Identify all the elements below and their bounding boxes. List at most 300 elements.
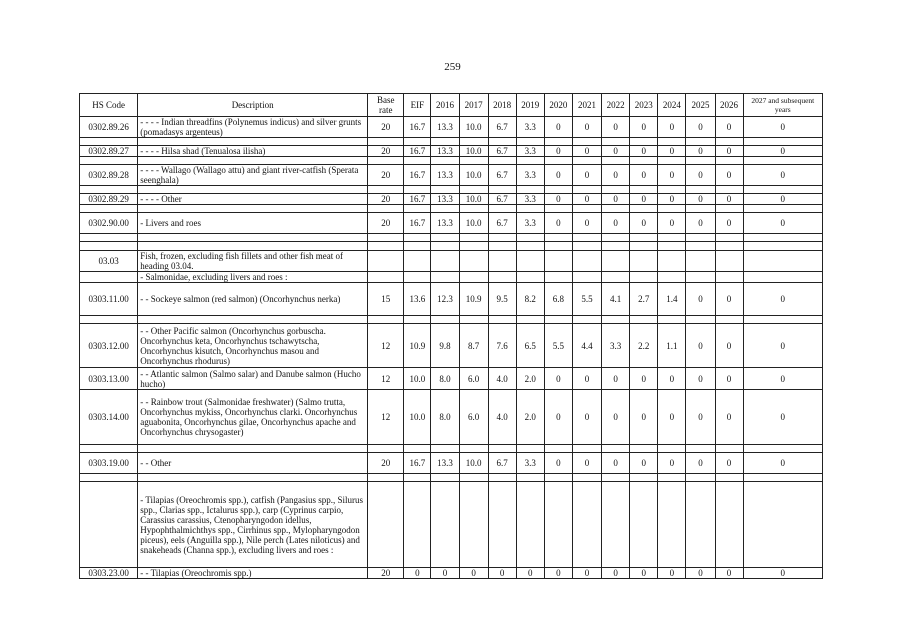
spacer-cell (544, 234, 572, 242)
spacer-cell (459, 445, 488, 453)
spacer-cell (431, 205, 459, 213)
description-cell: - Tilapias (Oreochromis spp.), catfish (Pangasius spp., Silurus spp., Clarias spp., Ictalurus spp.), carp (Cyprinus carpio, Carassius carassius, Ctenopharyngodon idellus, Hypophthalmichthys spp., Cirrhinus spp., Mylopharyngodon piceus), eels (Anguilla spp.), Nile perch (Lates niloticus) and snakeheads (Channa spp.), excluding livers and roes : (138, 482, 368, 568)
rate-cell: 0 (715, 368, 743, 390)
spacer-cell (602, 316, 630, 324)
spacer-cell (80, 474, 138, 482)
spacer-cell (368, 445, 404, 453)
rate-cell (602, 482, 630, 568)
rate-cell: 13.3 (431, 213, 459, 234)
col-header-2021: 2021 (572, 94, 601, 117)
rate-cell (544, 251, 572, 272)
rate-cell (715, 272, 743, 283)
rate-cell (715, 482, 743, 568)
rate-cell: 0 (658, 165, 686, 186)
rate-cell: 2.2 (630, 324, 658, 368)
rate-cell: 0 (572, 194, 601, 205)
rate-cell: 0 (743, 146, 822, 157)
spacer-cell (658, 157, 686, 165)
spacer-cell (368, 234, 404, 242)
table-row (80, 213, 823, 234)
spacer-cell (368, 474, 404, 482)
rate-cell: 16.7 (404, 146, 431, 157)
spacer-cell (488, 445, 516, 453)
spacer-cell (743, 316, 822, 324)
rate-cell: 3.3 (516, 146, 544, 157)
rate-cell (602, 251, 630, 272)
spacer-cell (686, 138, 715, 146)
spacer-cell (743, 157, 822, 165)
spacer-cell (138, 445, 368, 453)
spacer-cell (602, 157, 630, 165)
rate-cell: 12 (368, 368, 404, 390)
spacer-cell (743, 234, 822, 242)
rate-cell: 13.3 (431, 117, 459, 138)
rate-cell (431, 251, 459, 272)
rate-cell: 0 (743, 165, 822, 186)
rate-cell: 0 (572, 146, 601, 157)
rate-cell (658, 242, 686, 251)
rate-cell (686, 272, 715, 283)
table-row (80, 482, 823, 568)
rate-cell (658, 272, 686, 283)
rate-cell (572, 242, 601, 251)
rate-cell: 2.0 (516, 390, 544, 445)
rate-cell: 6.7 (488, 194, 516, 205)
rate-cell: 0 (572, 390, 601, 445)
rate-cell (743, 242, 822, 251)
rate-cell: 20 (368, 117, 404, 138)
spacer-cell (138, 157, 368, 165)
spacer-cell (138, 234, 368, 242)
rate-cell: 10.0 (404, 390, 431, 445)
rate-cell: 0 (743, 194, 822, 205)
spacer-cell (658, 316, 686, 324)
rate-cell: 0 (572, 165, 601, 186)
rate-cell (602, 272, 630, 283)
spacer-cell (715, 138, 743, 146)
hs-code-cell: 0303.11.00 (80, 283, 138, 316)
spacer-cell (368, 186, 404, 194)
spacer-cell (686, 474, 715, 482)
spacer-cell (431, 316, 459, 324)
spacer-cell (572, 157, 601, 165)
rate-cell (516, 242, 544, 251)
table-body (80, 117, 823, 579)
rate-cell: 0 (658, 390, 686, 445)
rate-cell (404, 272, 431, 283)
spacer-cell (630, 316, 658, 324)
spacer-cell (572, 186, 601, 194)
spacer-cell (602, 138, 630, 146)
rate-cell: 7.6 (488, 324, 516, 368)
rate-cell: 3.3 (602, 324, 630, 368)
row-spacer (80, 316, 823, 324)
rate-cell: 13.3 (431, 146, 459, 157)
spacer-cell (743, 474, 822, 482)
spacer-cell (459, 474, 488, 482)
table-row (80, 194, 823, 205)
rate-cell: 10.0 (459, 146, 488, 157)
rate-cell (488, 251, 516, 272)
spacer-cell (544, 138, 572, 146)
rate-cell: 6.7 (488, 453, 516, 474)
spacer-cell (544, 316, 572, 324)
rate-cell: 6.5 (516, 324, 544, 368)
spacer-cell (404, 234, 431, 242)
table-row (80, 165, 823, 186)
rate-cell: 0 (404, 568, 431, 579)
rate-cell: 4.4 (572, 324, 601, 368)
rate-cell (368, 482, 404, 568)
description-cell: - - - - Indian threadfins (Polynemus indicus) and silver grunts (pomadasys argenteus) (138, 117, 368, 138)
rate-cell: 0 (630, 146, 658, 157)
spacer-cell (602, 186, 630, 194)
rate-cell: 0 (630, 453, 658, 474)
hs-code-cell: 0303.13.00 (80, 368, 138, 390)
rate-cell (544, 242, 572, 251)
spacer-cell (459, 138, 488, 146)
rate-cell (431, 242, 459, 251)
row-spacer (80, 157, 823, 165)
spacer-cell (658, 205, 686, 213)
tariff-schedule-table (79, 93, 823, 579)
spacer-cell (404, 138, 431, 146)
rate-cell: 16.7 (404, 453, 431, 474)
spacer-cell (138, 186, 368, 194)
table-row (80, 272, 823, 283)
spacer-cell (516, 138, 544, 146)
description-cell: - - Tilapias (Oreochromis spp.) (138, 568, 368, 579)
rate-cell: 10.0 (459, 117, 488, 138)
rate-cell: 13.3 (431, 194, 459, 205)
rate-cell (743, 482, 822, 568)
rate-cell: 0 (743, 453, 822, 474)
rate-cell: 8.0 (431, 368, 459, 390)
rate-cell: 6.8 (544, 283, 572, 316)
rate-cell: 0 (630, 117, 658, 138)
table-row (80, 368, 823, 390)
col-header-2019: 2019 (516, 94, 544, 117)
spacer-cell (544, 186, 572, 194)
rate-cell: 0 (544, 146, 572, 157)
rate-cell (658, 251, 686, 272)
rate-cell: 0 (686, 368, 715, 390)
rate-cell: 0 (488, 568, 516, 579)
rate-cell (368, 242, 404, 251)
rate-cell: 0 (602, 368, 630, 390)
rate-cell: 0 (544, 368, 572, 390)
table-row (80, 117, 823, 138)
rate-cell (459, 482, 488, 568)
hs-code-cell: 0302.89.26 (80, 117, 138, 138)
spacer-cell (630, 234, 658, 242)
spacer-cell (658, 445, 686, 453)
rate-cell: 20 (368, 146, 404, 157)
row-spacer (80, 186, 823, 194)
rate-cell (686, 482, 715, 568)
rate-cell: 0 (686, 117, 715, 138)
spacer-cell (80, 205, 138, 213)
spacer-cell (404, 157, 431, 165)
rate-cell: 16.7 (404, 194, 431, 205)
spacer-cell (544, 205, 572, 213)
spacer-cell (715, 186, 743, 194)
spacer-cell (516, 186, 544, 194)
rate-cell: 3.3 (516, 453, 544, 474)
rate-cell (544, 272, 572, 283)
spacer-cell (516, 205, 544, 213)
rate-cell: 8.0 (431, 390, 459, 445)
spacer-cell (630, 186, 658, 194)
rate-cell: 0 (743, 568, 822, 579)
col-header-base-rate: Base rate (368, 94, 404, 117)
rate-cell: 0 (686, 194, 715, 205)
rate-cell: 0 (715, 390, 743, 445)
spacer-cell (80, 316, 138, 324)
col-header-2018: 2018 (488, 94, 516, 117)
rate-cell (459, 272, 488, 283)
spacer-cell (715, 445, 743, 453)
rate-cell (630, 242, 658, 251)
spacer-cell (80, 445, 138, 453)
col-header-2023: 2023 (630, 94, 658, 117)
description-cell: - - - - Wallago (Wallago attu) and giant river-catfish (Sperata seenghala) (138, 165, 368, 186)
rate-cell: 3.3 (516, 194, 544, 205)
spacer-cell (743, 205, 822, 213)
rate-cell: 6.7 (488, 165, 516, 186)
rate-cell: 0 (743, 117, 822, 138)
rate-cell: 0 (658, 453, 686, 474)
spacer-cell (368, 316, 404, 324)
rate-cell (743, 251, 822, 272)
rate-cell: 0 (630, 368, 658, 390)
rate-cell: 0 (686, 283, 715, 316)
spacer-cell (138, 474, 368, 482)
table-row (80, 453, 823, 474)
spacer-cell (404, 205, 431, 213)
rate-cell: 3.3 (516, 117, 544, 138)
rate-cell (572, 272, 601, 283)
rate-cell: 0 (602, 568, 630, 579)
spacer-cell (572, 316, 601, 324)
spacer-cell (404, 474, 431, 482)
rate-cell (658, 482, 686, 568)
spacer-cell (404, 445, 431, 453)
rate-cell: 5.5 (572, 283, 601, 316)
rate-cell: 0 (658, 213, 686, 234)
spacer-cell (572, 138, 601, 146)
rate-cell: 16.7 (404, 165, 431, 186)
rate-cell (404, 242, 431, 251)
spacer-cell (686, 205, 715, 213)
rate-cell: 10.0 (459, 194, 488, 205)
description-cell: Fish, frozen, excluding fish fillets and other fish meat of heading 03.04. (138, 251, 368, 272)
spacer-cell (715, 316, 743, 324)
spacer-cell (488, 205, 516, 213)
spacer-cell (138, 316, 368, 324)
rate-cell: 0 (630, 194, 658, 205)
rate-cell: 0 (658, 117, 686, 138)
spacer-cell (431, 157, 459, 165)
rate-cell: 13.6 (404, 283, 431, 316)
rate-cell: 20 (368, 568, 404, 579)
spacer-cell (544, 445, 572, 453)
rate-cell: 1.1 (658, 324, 686, 368)
rate-cell: 0 (544, 213, 572, 234)
table-row (80, 390, 823, 445)
rate-cell: 10.0 (459, 453, 488, 474)
spacer-cell (488, 138, 516, 146)
spacer-cell (602, 205, 630, 213)
spacer-cell (658, 474, 686, 482)
rate-cell: 0 (630, 165, 658, 186)
rate-cell: 20 (368, 453, 404, 474)
spacer-cell (516, 474, 544, 482)
rate-cell: 0 (459, 568, 488, 579)
rate-cell (368, 272, 404, 283)
hs-code-cell (80, 242, 138, 251)
rate-cell (630, 482, 658, 568)
spacer-cell (715, 205, 743, 213)
rate-cell: 0 (715, 165, 743, 186)
hs-code-cell: 0303.19.00 (80, 453, 138, 474)
description-cell: - Livers and roes (138, 213, 368, 234)
rate-cell: 0 (630, 568, 658, 579)
spacer-cell (431, 474, 459, 482)
rate-cell: 20 (368, 213, 404, 234)
rate-cell: 20 (368, 194, 404, 205)
rate-cell: 6.7 (488, 117, 516, 138)
spacer-cell (686, 316, 715, 324)
spacer-cell (516, 234, 544, 242)
description-cell: - - Sockeye salmon (red salmon) (Oncorhynchus nerka) (138, 283, 368, 316)
spacer-cell (715, 474, 743, 482)
table-row (80, 283, 823, 316)
spacer-cell (630, 474, 658, 482)
rate-cell (516, 482, 544, 568)
rate-cell: 0 (572, 117, 601, 138)
spacer-cell (431, 186, 459, 194)
rate-cell: 0 (572, 568, 601, 579)
hs-code-cell: 0302.90.00 (80, 213, 138, 234)
rate-cell (431, 482, 459, 568)
rate-cell (404, 482, 431, 568)
hs-code-cell: 0303.12.00 (80, 324, 138, 368)
spacer-cell (743, 445, 822, 453)
spacer-cell (602, 445, 630, 453)
rate-cell: 0 (630, 390, 658, 445)
spacer-cell (431, 138, 459, 146)
spacer-cell (743, 186, 822, 194)
rate-cell: 4.1 (602, 283, 630, 316)
rate-cell (516, 272, 544, 283)
table-header-row (80, 94, 823, 117)
spacer-cell (431, 234, 459, 242)
rate-cell: 0 (516, 568, 544, 579)
rate-cell (368, 251, 404, 272)
spacer-cell (488, 234, 516, 242)
spacer-cell (658, 138, 686, 146)
rate-cell: 20 (368, 165, 404, 186)
rate-cell: 6.0 (459, 390, 488, 445)
rate-cell: 0 (431, 568, 459, 579)
col-header-2027-and-subsequent: 2027 and subsequent years (743, 94, 822, 117)
rate-cell (488, 272, 516, 283)
rate-cell: 0 (602, 165, 630, 186)
rate-cell: 10.9 (404, 324, 431, 368)
spacer-cell (459, 157, 488, 165)
rate-cell: 10.0 (459, 213, 488, 234)
spacer-cell (630, 205, 658, 213)
spacer-cell (459, 316, 488, 324)
rate-cell: 0 (715, 213, 743, 234)
spacer-cell (572, 474, 601, 482)
rate-cell: 2.7 (630, 283, 658, 316)
rate-cell: 0 (686, 165, 715, 186)
spacer-cell (488, 474, 516, 482)
rate-cell: 0 (743, 283, 822, 316)
rate-cell: 0 (743, 390, 822, 445)
spacer-cell (630, 138, 658, 146)
rate-cell: 0 (743, 368, 822, 390)
rate-cell (488, 242, 516, 251)
spacer-cell (715, 157, 743, 165)
hs-code-cell (80, 272, 138, 283)
spacer-cell (686, 234, 715, 242)
spacer-cell (488, 157, 516, 165)
hs-code-cell: 0302.89.28 (80, 165, 138, 186)
table-row (80, 146, 823, 157)
rate-cell: 0 (658, 194, 686, 205)
rate-cell: 0 (715, 324, 743, 368)
rate-cell: 0 (658, 146, 686, 157)
spacer-cell (572, 234, 601, 242)
spacer-cell (602, 234, 630, 242)
table-row (80, 251, 823, 272)
rate-cell: 12.3 (431, 283, 459, 316)
description-cell: - - - - Other (138, 194, 368, 205)
rate-cell (715, 251, 743, 272)
rate-cell: 0 (715, 146, 743, 157)
page-number: 259 (444, 61, 461, 73)
rate-cell: 10.0 (404, 368, 431, 390)
rate-cell: 8.7 (459, 324, 488, 368)
rate-cell: 3.3 (516, 213, 544, 234)
description-cell: - - Other (138, 453, 368, 474)
row-spacer (80, 138, 823, 146)
rate-cell: 12 (368, 390, 404, 445)
rate-cell: 0 (572, 453, 601, 474)
rate-cell: 0 (743, 213, 822, 234)
rate-cell (572, 251, 601, 272)
rate-cell: 4.0 (488, 368, 516, 390)
spacer-cell (368, 157, 404, 165)
rate-cell: 0 (602, 194, 630, 205)
rate-cell (715, 242, 743, 251)
spacer-cell (658, 186, 686, 194)
rate-cell: 9.8 (431, 324, 459, 368)
rate-cell (602, 242, 630, 251)
rate-cell: 13.3 (431, 453, 459, 474)
col-header-2017: 2017 (459, 94, 488, 117)
rate-cell: 0 (686, 453, 715, 474)
rate-cell (431, 272, 459, 283)
spacer-cell (516, 445, 544, 453)
rate-cell (630, 272, 658, 283)
rate-cell: 0 (602, 117, 630, 138)
rate-cell: 13.3 (431, 165, 459, 186)
rate-cell (488, 482, 516, 568)
